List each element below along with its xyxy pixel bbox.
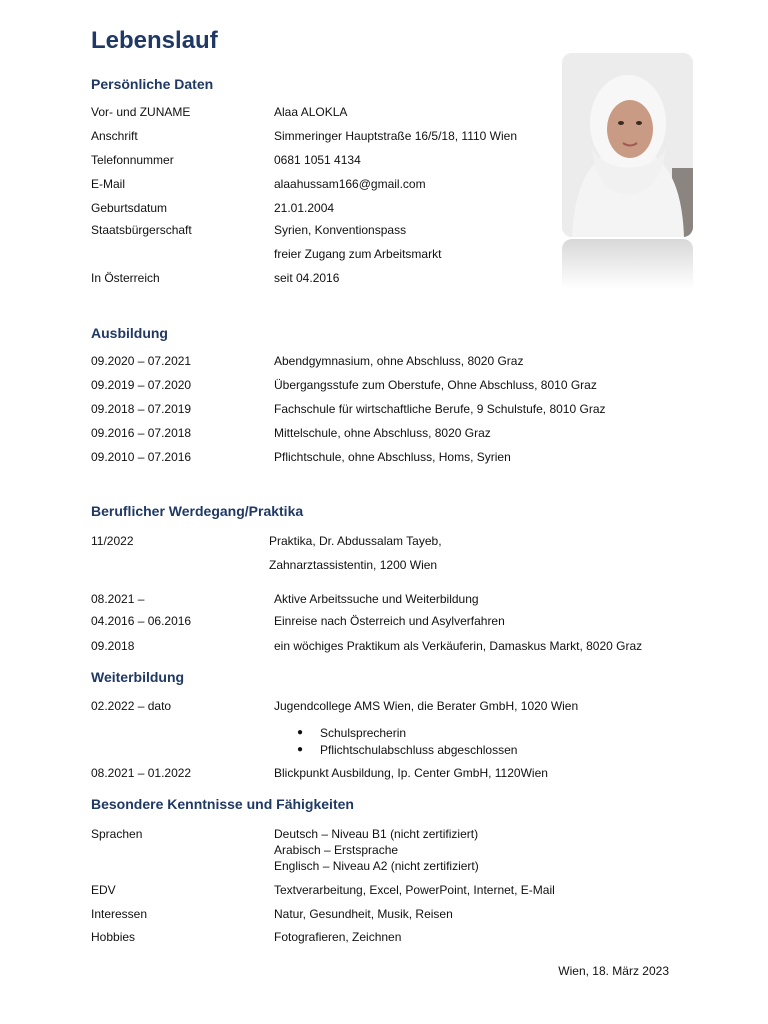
career-period: 11/2022 xyxy=(91,534,134,548)
value-labor-access: freier Zugang zum Arbeitsmarkt xyxy=(274,247,442,261)
education-entry: Übergangsstufe zum Oberstufe, Ohne Abschluss, 8010 Graz xyxy=(274,378,597,392)
label-languages: Sprachen xyxy=(91,827,143,841)
career-entry: ein wöchiges Praktikum als Verkäuferin, Damaskus Markt, 8020 Graz xyxy=(274,639,643,653)
education-entry: Fachschule für wirtschaftliche Berufe, 9 Schulstufe, 8010 Graz xyxy=(274,402,606,416)
career-period: 08.2021 – xyxy=(91,592,145,606)
section-heading-skills: Besondere Kenntnisse und Fähigkeiten xyxy=(91,796,354,812)
profile-photo xyxy=(562,53,693,237)
education-entry: Pflichtschule, ohne Abschluss, Homs, Syrien xyxy=(274,450,511,464)
page-title: Lebenslauf xyxy=(91,27,218,54)
career-period: 09.2018 xyxy=(91,639,135,653)
training-period: 08.2021 – 01.2022 xyxy=(91,766,192,780)
career-entry: Praktika, Dr. Abdussalam Tayeb, xyxy=(269,534,442,548)
training-entry: Jugendcollege AMS Wien, die Berater GmbH, 1020 Wien xyxy=(274,699,579,713)
value-email: alaahussam166@gmail.com xyxy=(274,177,426,191)
label-hobbies: Hobbies xyxy=(91,930,136,944)
value-phone: 0681 1051 4134 xyxy=(274,153,361,167)
education-entry: Mittelschule, ohne Abschluss, 8020 Graz xyxy=(274,426,491,440)
label-email: E-Mail xyxy=(91,177,126,191)
training-bullet: Schulsprecherin xyxy=(320,726,407,740)
training-period: 02.2022 – dato xyxy=(91,699,172,713)
label-interests: Interessen xyxy=(91,907,148,921)
language-entry: Deutsch – Niveau B1 (nicht zertifiziert) xyxy=(274,827,479,841)
education-period: 09.2018 – 07.2019 xyxy=(91,402,192,416)
education-period: 09.2019 – 07.2020 xyxy=(91,378,192,392)
value-hobbies: Fotografieren, Zeichnen xyxy=(274,930,402,944)
value-birthdate: 21.01.2004 xyxy=(274,201,335,215)
education-period: 09.2016 – 07.2018 xyxy=(91,426,192,440)
label-it-skills: EDV xyxy=(91,883,116,897)
education-period: 09.2010 – 07.2016 xyxy=(91,450,192,464)
photo-reflection xyxy=(562,239,693,289)
label-name: Vor- und ZUNAME xyxy=(91,105,191,119)
label-citizenship: Staatsbürgerschaft xyxy=(91,223,192,237)
value-interests: Natur, Gesundheit, Musik, Reisen xyxy=(274,907,453,921)
career-period: 04.2016 – 06.2016 xyxy=(91,614,192,628)
career-entry: Einreise nach Österreich und Asylverfahren xyxy=(274,614,505,628)
value-citizenship: Syrien, Konventionspass xyxy=(274,223,407,237)
value-name: Alaa ALOKLA xyxy=(274,105,348,119)
education-period: 09.2020 – 07.2021 xyxy=(91,354,192,368)
label-phone: Telefonnummer xyxy=(91,153,174,167)
career-entry: Aktive Arbeitssuche und Weiterbildung xyxy=(274,592,479,606)
place-date: Wien, 18. März 2023 xyxy=(558,964,669,978)
label-birthdate: Geburtsdatum xyxy=(91,201,168,215)
value-in-austria: seit 04.2016 xyxy=(274,271,340,285)
bullet-icon: ● xyxy=(297,727,304,738)
training-bullet: Pflichtschulabschluss abgeschlossen xyxy=(320,743,518,757)
value-address: Simmeringer Hauptstraße 16/5/18, 1110 Wien xyxy=(274,129,518,143)
section-heading-personal: Persönliche Daten xyxy=(91,76,214,92)
language-entry: Arabisch – Erstsprache xyxy=(274,843,399,857)
section-heading-career: Beruflicher Werdegang/Praktika xyxy=(91,503,304,519)
language-entry: Englisch – Niveau A2 (nicht zertifiziert) xyxy=(274,859,479,873)
label-address: Anschrift xyxy=(91,129,138,143)
training-entry: Blickpunkt Ausbildung, Ip. Center GmbH, 1120Wien xyxy=(274,766,548,780)
section-heading-education: Ausbildung xyxy=(91,325,168,341)
label-in-austria: In Österreich xyxy=(91,271,160,285)
education-entry: Abendgymnasium, ohne Abschluss, 8020 Graz xyxy=(274,354,524,368)
career-entry-continued: Zahnarztassistentin, 1200 Wien xyxy=(269,558,438,572)
section-heading-training: Weiterbildung xyxy=(91,669,185,685)
bullet-icon: ● xyxy=(297,744,304,755)
value-it-skills: Textverarbeitung, Excel, PowerPoint, Internet, E-Mail xyxy=(274,883,555,897)
